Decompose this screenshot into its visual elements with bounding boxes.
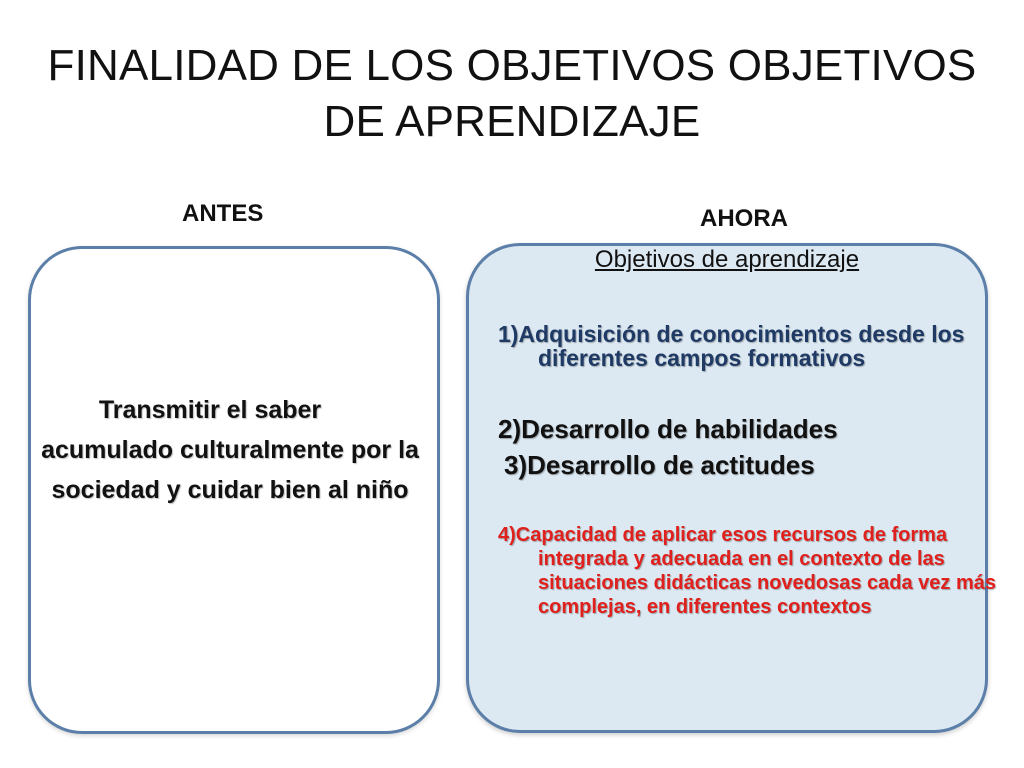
ahora-item-1: 1)Adquisición de conocimientos desde los diferentes campos formativos [498, 321, 965, 371]
antes-text-line1: Transmitir el saber [98, 396, 322, 424]
ahora-item-4: 4)Capacidad de aplicar esos recursos de forma integrada y adecuada en el contexto de las situaciones didácticas novedosas cada vez más complejas, en diferentes contextos [498, 524, 996, 618]
antes-text [40, 390, 420, 510]
antes-heading: ANTES [182, 200, 264, 227]
ahora-heading: AHORA [700, 205, 788, 232]
slide-title: FINALIDAD DE LOS OBJETIVOS OBJETIVOS DE APRENDIZAJE [47, 41, 977, 146]
ahora-subtitle: Objetivos de aprendizaje [594, 246, 860, 273]
ahora-item-3: 3)Desarrollo de actitudes [504, 450, 815, 480]
antes-text-rest: acumulado culturalmente por la sociedad y cuidar bien al niño [41, 436, 419, 504]
ahora-panel [466, 243, 988, 733]
ahora-item-2: 2)Desarrollo de habilidades [498, 414, 838, 444]
